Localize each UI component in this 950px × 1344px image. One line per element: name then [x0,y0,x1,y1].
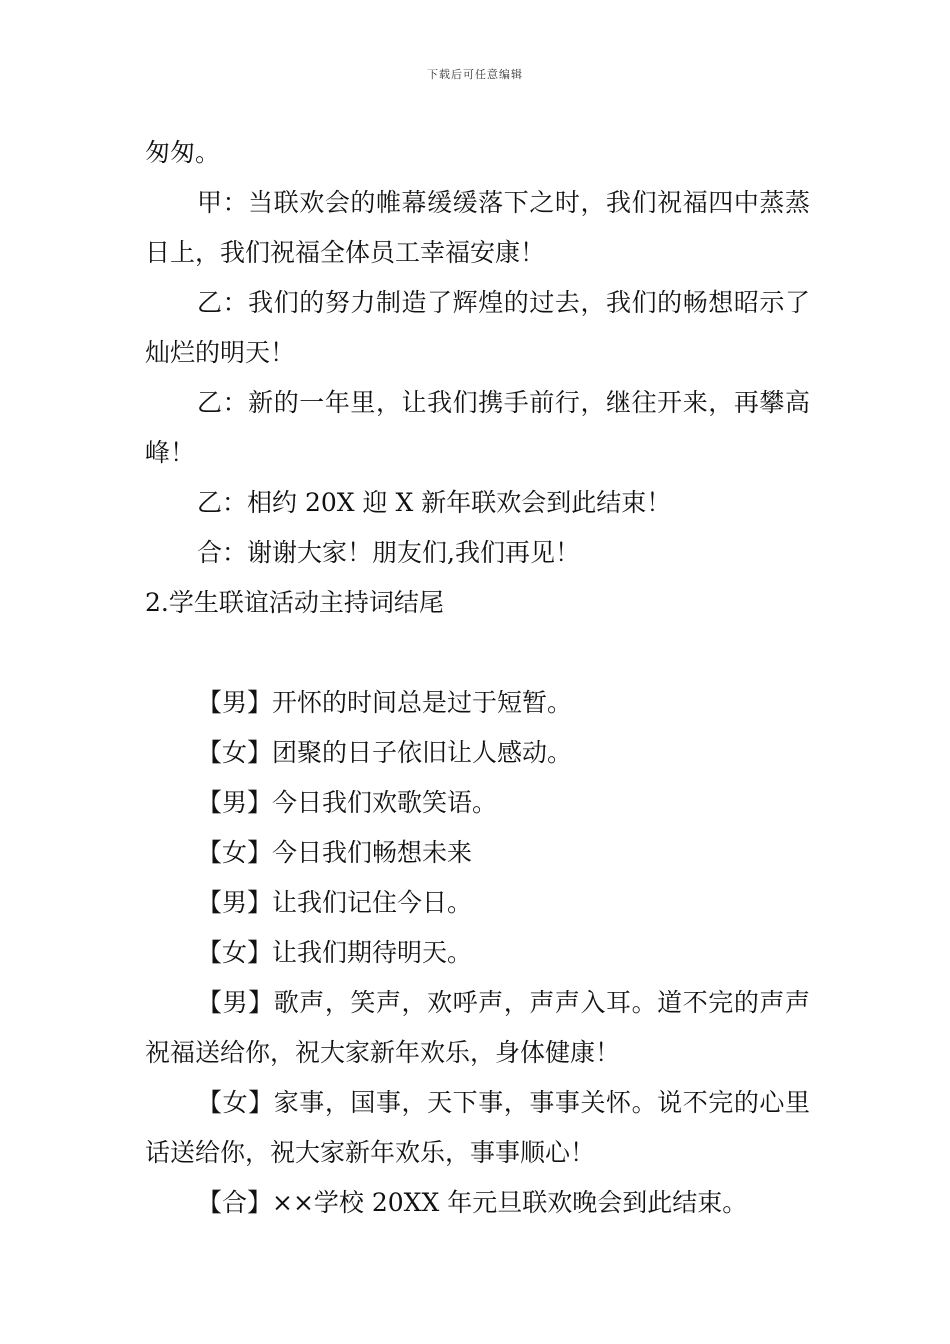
paragraph: 【女】让我们期待明天。 [197,938,473,967]
document-body [145,128,810,1228]
paragraph: 【女】今日我们畅想未来 [197,838,473,867]
paragraph: 【女】团聚的日子依旧让人感动。 [197,738,573,767]
paragraph: 乙：新的一年里，让我们携手前行，继往开来，再攀高峰！ [145,388,810,467]
paragraph: 【男】开怀的时间总是过于短暂。 [197,688,573,717]
paragraph: 【合】××学校 20XX 年元旦联欢晚会到此结束。 [197,1188,748,1217]
paragraph: 合：谢谢大家！朋友们,我们再见！ [197,538,580,567]
spacer [145,628,810,678]
paragraph: 【男】歌声，笑声，欢呼声，声声入耳。道不完的声声祝福送给你，祝大家新年欢乐，身体健康！ [145,988,810,1067]
paragraph: 【男】今日我们欢歌笑语。 [197,788,498,817]
paragraph: 乙：我们的努力制造了辉煌的过去，我们的畅想昭示了灿烂的明天！ [145,288,810,367]
paragraph: 甲：当联欢会的帷幕缓缓落下之时，我们祝福四中蒸蒸日上，我们祝福全体员工幸福安康！ [145,188,810,267]
paragraph: 【男】让我们记住今日。 [197,888,473,917]
paragraph: 【女】家事，国事，天下事，事事关怀。说不完的心里话送给你，祝大家新年欢乐，事事顺心！ [145,1088,810,1167]
paragraph: 乙：相约 20X 迎 X 新年联欢会到此结束！ [197,488,672,517]
section-title: 2.学生联谊活动主持词结尾 [145,588,444,617]
page-header: 下载后可任意编辑 [427,68,523,81]
paragraph: 匆匆。 [145,138,221,167]
